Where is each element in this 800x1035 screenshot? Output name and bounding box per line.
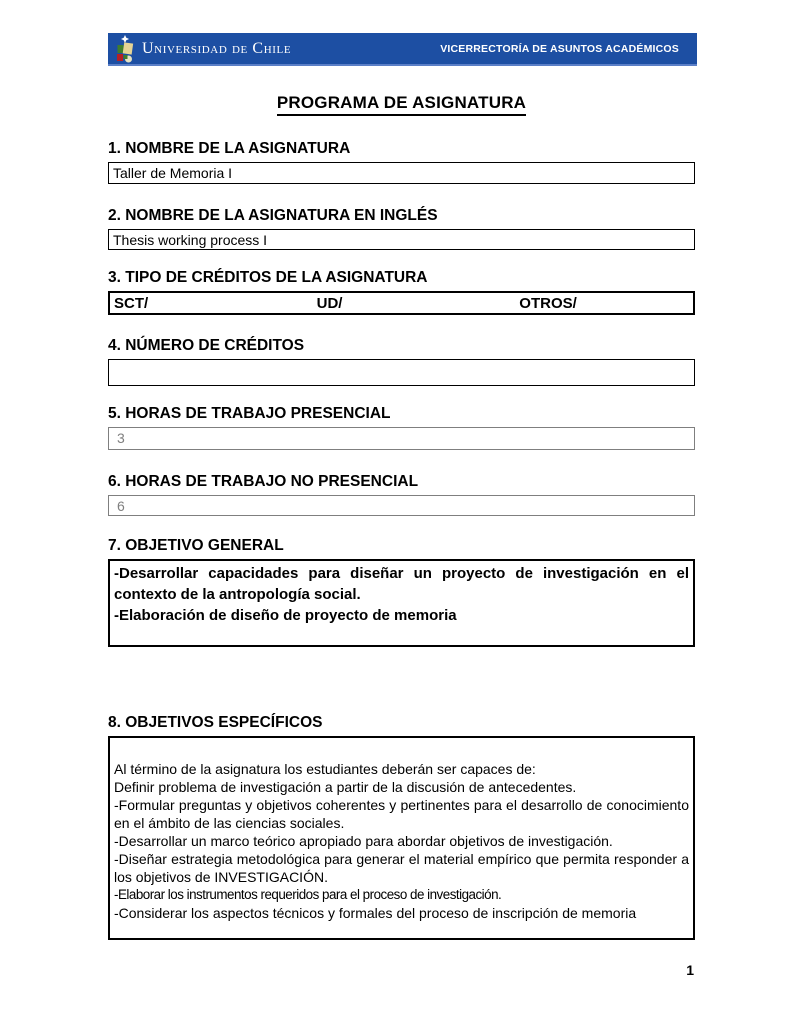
university-brand [108, 34, 291, 64]
field-numero-creditos[interactable] [108, 359, 695, 386]
objective-line: -Elaboración de diseño de proyecto de memoria [114, 607, 457, 624]
objective-line: -Desarrollar capacidades para diseñar un proyecto de investigación en el contexto de la antropología social. [114, 565, 689, 603]
form-content [108, 66, 695, 940]
section-horas-no-presencial [108, 473, 695, 516]
objective-item: -Diseñar estrategia metodológica para generar el material empírico que permita responder a los objetivos de INVESTIGACIÓN. [114, 851, 689, 885]
cell-otros[interactable]: OTROS/ [519, 294, 577, 312]
section-heading: 3. TIPO DE CRÉDITOS DE LA ASIGNATURA [108, 269, 428, 286]
university-crest-icon [114, 34, 136, 64]
field-objetivo-general[interactable] [108, 559, 695, 647]
objective-item: -Elaborar los instrumentos requeridos para el proceso de investigación. [114, 887, 502, 902]
section-heading: 5. HORAS DE TRABAJO PRESENCIAL [108, 405, 391, 422]
page-number: 1 [686, 962, 694, 978]
section-nombre-ingles [108, 207, 695, 250]
section-heading: 8. OBJETIVOS ESPECÍFICOS [108, 714, 323, 731]
section-heading: 6. HORAS DE TRABAJO NO PRESENCIAL [108, 473, 419, 490]
objective-item: -Desarrollar un marco teórico apropiado para abordar objetivos de investigación. [114, 833, 613, 849]
field-objetivos-especificos[interactable] [108, 736, 695, 940]
header-division-label: VICERRECTORÍA DE ASUNTOS ACADÉMICOS [440, 42, 679, 55]
objective-item: Al término de la asignatura los estudiantes deberán ser capaces de: [114, 761, 536, 777]
section-heading: 2. NOMBRE DE LA ASIGNATURA EN INGLÉS [108, 207, 438, 224]
cell-ud[interactable]: UD/ [316, 294, 343, 312]
section-objetivos-especificos [108, 714, 695, 940]
section-numero-creditos [108, 337, 695, 386]
objective-item: -Formular preguntas y objetivos coherentes y pertinentes para el desarrollo de conocimiento en el ámbito de las ciencias sociales. [114, 797, 689, 831]
section-nombre-asignatura [108, 140, 695, 184]
field-nombre-ingles[interactable]: Thesis working process I [108, 229, 695, 250]
section-heading: 4. NÚMERO DE CRÉDITOS [108, 337, 305, 354]
section-heading: 7. OBJETIVO GENERAL [108, 537, 284, 554]
university-name: Universidad de Chile [142, 39, 292, 57]
page-title: PROGRAMA DE ASIGNATURA [277, 93, 526, 116]
section-tipo-creditos [108, 269, 695, 315]
objective-item: -Considerar los aspectos técnicos y formales del proceso de inscripción de memoria [114, 905, 637, 921]
objective-item: Definir problema de investigación a partir de la discusión de antecedentes. [114, 779, 577, 795]
cell-sct[interactable]: SCT/ [114, 294, 149, 312]
field-horas-presencial[interactable]: 3 [108, 427, 695, 450]
section-objetivo-general [108, 537, 695, 647]
field-tipo-creditos[interactable] [108, 291, 695, 315]
section-heading: 1. NOMBRE DE LA ASIGNATURA [108, 140, 351, 157]
header-bar [108, 33, 697, 66]
field-nombre-asignatura[interactable]: Taller de Memoria I [108, 162, 695, 184]
field-horas-no-presencial[interactable]: 6 [108, 495, 695, 516]
section-horas-presencial [108, 405, 695, 450]
